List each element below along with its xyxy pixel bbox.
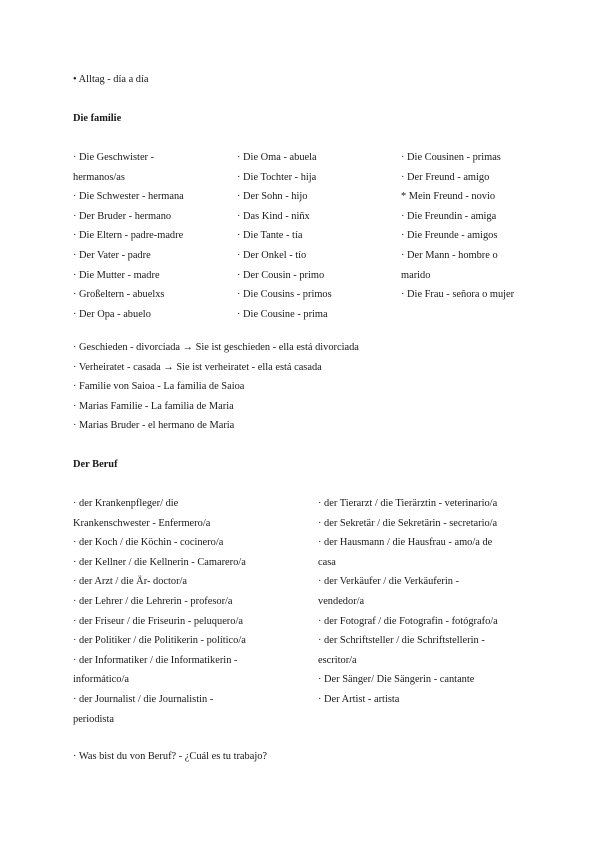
familie-column-3: [401, 148, 514, 305]
beruf-column-2: [318, 494, 498, 710]
beruf-item: · der Politiker / die Politikerin - político/a: [73, 635, 246, 647]
familie-item: · Großeltern - abuelxs: [73, 289, 165, 301]
familie-item: · Die Freundin - amiga: [401, 210, 497, 222]
familie-item: · Der Freund - amigo: [401, 171, 490, 183]
familie-item: · Das Kind - niñx: [237, 210, 310, 222]
familie-item: · Die Cousinen - primas: [401, 152, 501, 163]
familie-item: · Die Cousins - primos: [237, 289, 332, 301]
familie-item: · Die Oma - abuela: [237, 152, 317, 163]
familie-item: · Die Freunde - amigos: [401, 230, 498, 242]
familie-examples: [73, 338, 359, 436]
familie-item: · Der Vater - padre: [73, 249, 151, 261]
familie-item: · Die Cousine - prima: [237, 308, 328, 320]
beruf-item: · der Krankenpfleger/ die: [73, 498, 179, 509]
beruf-item: · der Tierarzt / die Tierärztin - veterinario/a: [318, 498, 498, 509]
familie-item: · Die Geschwister -: [73, 152, 155, 163]
beruf-item: periodista: [73, 713, 114, 725]
beruf-item: vendedor/a: [318, 595, 365, 607]
familie-item: hermanos/as: [73, 171, 125, 183]
familie-item: · Die Tochter - hija: [237, 171, 317, 183]
familie-item: · Die Eltern - padre-madre: [73, 230, 184, 242]
beruf-item: · der Schriftsteller / die Schriftstellerin -: [318, 635, 485, 647]
beruf-question: · Was bist du von Beruf? - ¿Cuál es tu trabajo?: [73, 751, 268, 762]
title-line: • Alltag - día a día: [73, 74, 149, 85]
beruf-item: · der Friseur / die Friseurin - peluquero/a: [73, 615, 243, 627]
beruf-item: · der Journalist / die Journalistin -: [73, 693, 214, 705]
beruf-heading: Der Beruf: [73, 459, 118, 470]
example-line: · Geschieden - divorciada → Sie ist geschieden - ella está divorciada: [73, 342, 359, 353]
familie-item: · Die Frau - señora o mujer: [401, 289, 515, 301]
beruf-item: · Der Sänger/ Die Sängerin - cantante: [318, 674, 475, 686]
beruf-item: · der Informatiker / die Informatikerin -: [73, 654, 238, 666]
example-line: · Marias Bruder - el hermano de Maria: [73, 420, 235, 432]
beruf-item: · der Fotograf / die Fotografin - fotógrafo/a: [318, 615, 498, 627]
beruf-item: · der Sekretär / die Sekretärin - secretario/a: [318, 517, 498, 529]
familie-item: · Die Tante - tía: [237, 230, 303, 242]
example-line: · Marias Familie - La familia de Maria: [73, 400, 234, 412]
familie-column-1: [73, 148, 184, 324]
beruf-column-1: [73, 494, 246, 729]
beruf-item: Krankenschwester - Enfermero/a: [73, 517, 211, 529]
familie-item: · Der Opa - abuelo: [73, 308, 151, 320]
beruf-item: · der Hausmann / die Hausfrau - amo/a de: [318, 537, 493, 549]
familie-item: · Der Sohn - hijo: [237, 191, 308, 203]
familie-item: · Die Mutter - madre: [73, 269, 160, 281]
familie-item: · Der Bruder - hermano: [73, 210, 172, 222]
beruf-item: · der Kellner / die Kellnerin - Camarero/a: [73, 556, 246, 568]
familie-item: · Der Onkel - tío: [237, 249, 307, 261]
beruf-item: casa: [318, 556, 336, 568]
familie-item: * Mein Freund - novio: [401, 191, 496, 203]
familie-item: · Der Cousin - primo: [237, 269, 325, 281]
beruf-item: informático/a: [73, 674, 129, 686]
familie-item: · Der Mann - hombre o: [401, 249, 498, 261]
beruf-item: escritor/a: [318, 654, 357, 666]
familie-heading: Die familie: [73, 113, 122, 124]
beruf-item: · der Verkäufer / die Verkäuferin -: [318, 576, 459, 588]
beruf-item: · der Koch / die Köchin - cocinero/a: [73, 537, 224, 549]
beruf-item: · der Lehrer / die Lehrerin - profesor/a: [73, 595, 233, 607]
beruf-item: · Der Artist - artista: [318, 693, 400, 705]
familie-column-2: [237, 148, 332, 324]
beruf-item: · der Arzt / die Är- doctor/a: [73, 576, 188, 588]
familie-item: · Die Schwester - hermana: [73, 191, 184, 203]
example-line: · Familie von Saioa - La familia de Saioa: [73, 381, 245, 393]
example-line: · Verheiratet - casada → Sie ist verheiratet - ella está casada: [73, 361, 322, 373]
familie-item: marido: [401, 269, 431, 281]
